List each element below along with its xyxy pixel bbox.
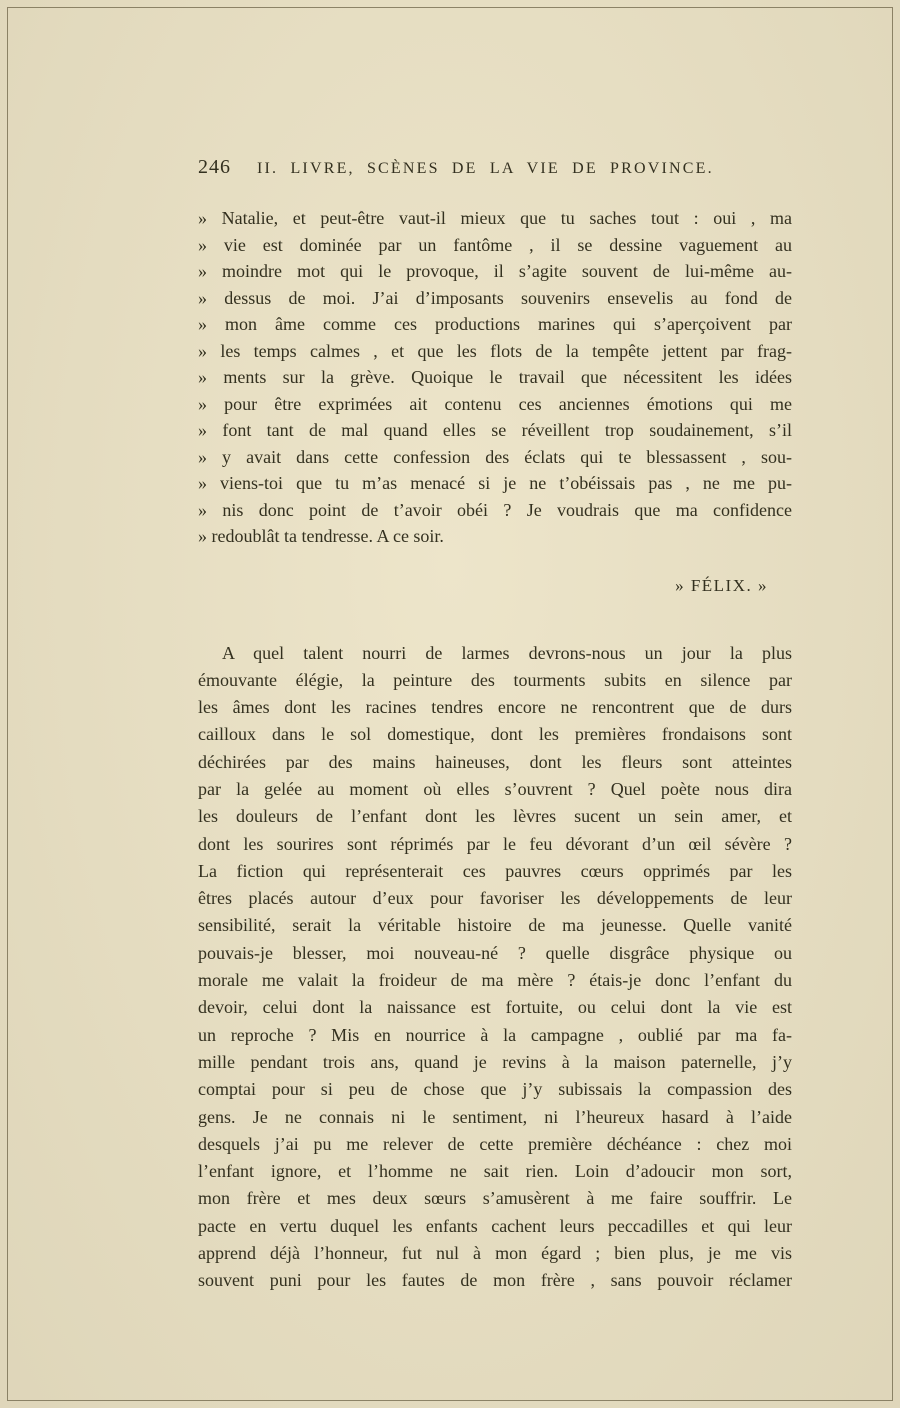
page-number: 246 [198, 156, 231, 178]
text-line: sensibilité, serait la véritable histoire de ma jeunesse. Quelle vanité [198, 915, 792, 936]
text-line: pouvais-je blesser, moi nouveau-né ? quelle disgrâce physique ou [198, 942, 792, 963]
page-header [198, 156, 792, 179]
text-line: mon frère et mes deux sœurs s’amusèrent à me faire souffrir. Le [198, 1188, 792, 1209]
text-line: un reproche ? Mis en nourrice à la campagne , oublié par ma fa- [198, 1024, 792, 1045]
text-line: La fiction qui représenterait ces pauvres cœurs opprimés par les [198, 860, 792, 881]
text-line: par la gelée au moment où elles s’ouvrent ? Quel poète nous dira [198, 778, 792, 799]
text-line: A quel talent nourri de larmes devrons-nous un jour la plus [222, 642, 792, 663]
text-line: » viens-toi que tu m’as menacé si je ne t’obéissais pas , ne me pu- [198, 473, 792, 493]
text-line: » font tant de mal quand elles se réveillent trop soudainement, s’il [198, 420, 792, 440]
text-line: » moindre mot qui le provoque, il s’agite souvent de lui-même au- [198, 261, 792, 281]
text-line: mille pendant trois ans, quand je revins à la maison paternelle, j’y [198, 1051, 792, 1072]
text-line: morale me valait la froideur de ma mère ? étais-je donc l’enfant du [198, 970, 792, 991]
text-line: apprend déjà l’honneur, fut nul à mon égard ; bien plus, je me vis [198, 1243, 792, 1264]
text-line: cailloux dans le sol domestique, dont les premières frondaisons sont [198, 724, 792, 745]
text-line: comptai pour si peu de chose que j’y subissais la compassion des [198, 1079, 792, 1100]
letter-block [198, 205, 792, 550]
text-line: » les temps calmes , et que les flots de la tempête jettent par frag- [198, 340, 792, 361]
text-line: desquels j’ai pu me relever de cette première déchéance : chez moi [198, 1133, 792, 1154]
text-line: » Natalie, et peut-être vaut-il mieux que tu saches tout : oui , ma [198, 208, 792, 228]
text-line: l’enfant ignore, et l’homme ne sait rien. Loin d’adoucir mon sort, [198, 1161, 792, 1182]
text-line: » dessus de moi. J’ai d’imposants souvenirs ensevelis au fond de [198, 287, 792, 308]
text-line: » ments sur la grève. Quoique le travail que nécessitent les idées [198, 367, 792, 387]
text-line: déchirées par des mains haineuses, dont les fleurs sont atteintes [198, 751, 792, 772]
text-block [198, 156, 792, 1295]
running-title: II. LIVRE, SCÈNES DE LA VIE DE PROVINCE. [257, 160, 714, 177]
text-line: les âmes dont les racines tendres encore ne rencontrent que de durs [198, 697, 792, 718]
body-paragraph [198, 640, 792, 1295]
text-line: souvent puni pour les fautes de mon frère , sans pouvoir réclamer [198, 1270, 792, 1291]
letter-signature: » FÉLIX. » [675, 575, 768, 595]
text-line: êtres placés autour d’eux pour favoriser les développements de leur [198, 888, 792, 909]
text-line: » mon âme comme ces productions marines qui s’aperçoivent par [198, 314, 792, 334]
text-line: émouvante élégie, la peinture des tourments subits en silence par [198, 669, 792, 690]
text-line: gens. Je ne connais ni le sentiment, ni l’heureux hasard à l’aide [198, 1106, 792, 1127]
text-line: » redoublât ta tendresse. A ce soir. [198, 526, 444, 546]
text-line: devoir, celui dont la naissance est fortuite, ou celui dont la vie est [198, 997, 792, 1018]
text-line: » pour être exprimées ait contenu ces anciennes émotions qui me [198, 393, 792, 414]
text-line: » vie est dominée par un fantôme , il se dessine vaguement au [198, 234, 792, 255]
text-line: » nis donc point de t’avoir obéi ? Je voudrais que ma confidence [198, 499, 792, 520]
text-line: dont les sourires sont réprimés par le feu dévorant d’un œil sévère ? [198, 833, 792, 854]
text-line: pacte en vertu duquel les enfants cachent leurs peccadilles et qui leur [198, 1215, 792, 1236]
text-line: » y avait dans cette confession des éclats qui te blessassent , sou- [198, 446, 792, 467]
text-line: les douleurs de l’enfant dont les lèvres sucent un sein amer, et [198, 806, 792, 827]
